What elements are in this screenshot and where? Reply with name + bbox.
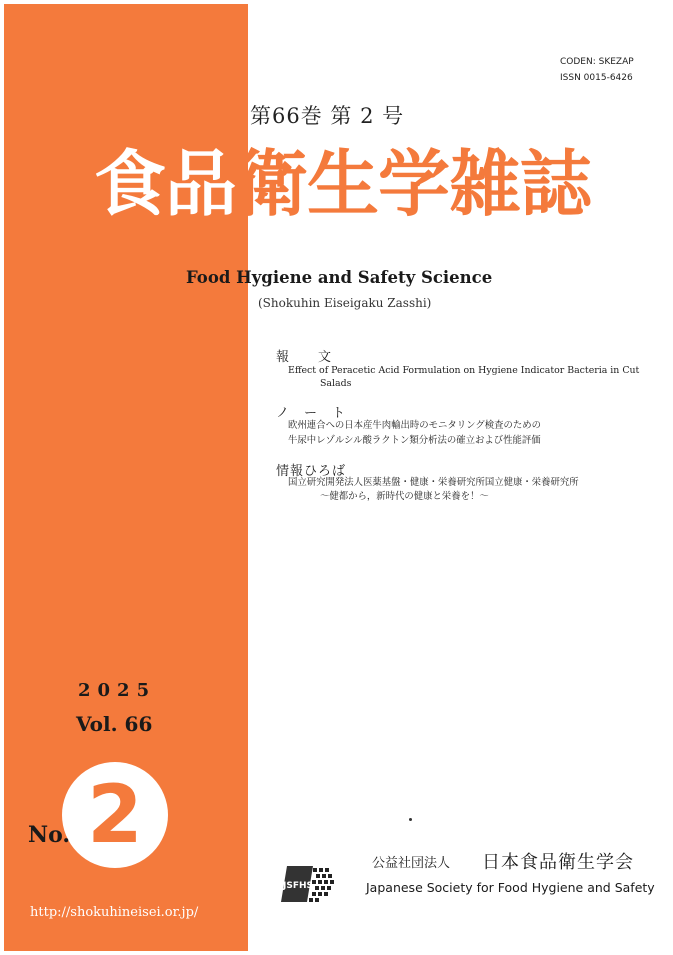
- coden-code: CODEN: SKEZAP: [560, 57, 634, 67]
- issue-number-circle: [62, 762, 168, 868]
- note-title-line: 欧州連合への日本産牛肉輸出時のモニタリング検査のための: [288, 420, 541, 431]
- note-title-line: 牛尿中レゾルシル酸ラクトン類分析法の確立および性能評価: [288, 435, 541, 446]
- journal-title-jp-part1: 食品: [94, 142, 237, 226]
- info-title-line: 国立研究開発法人医薬基盤・健康・栄養研究所国立健康・栄養研究所: [288, 477, 579, 488]
- volume-issue-jp: 第66巻 第 2 号: [250, 104, 405, 128]
- issue-volume: Vol. 66: [76, 712, 153, 736]
- journal-title-en: Food Hygiene and Safety Science: [186, 268, 493, 287]
- publisher-prefix-jp: 公益社団法人: [372, 856, 451, 871]
- publisher-name-jp: 日本食品衛生学会: [482, 852, 634, 873]
- website-url[interactable]: http://shokuhineisei.or.jp/: [30, 905, 199, 920]
- section-heading-note: ノ ー ト: [276, 406, 347, 421]
- journal-codes: [560, 54, 634, 86]
- section-heading-info-plaza: 情報ひろば: [276, 464, 347, 479]
- jsfhs-logo-icon: [279, 854, 339, 914]
- journal-title-jp: [94, 140, 591, 228]
- article-title-line: Salads: [320, 378, 352, 389]
- issue-year: 2025: [78, 680, 157, 701]
- article-title-line: Effect of Peracetic Acid Formulation on Hygiene Indicator Bacteria in Cut: [288, 365, 640, 376]
- issn-code: ISSN 0015-6426: [560, 73, 633, 83]
- issue-number: 2: [87, 768, 143, 861]
- journal-title-romaji: (Shokuhin Eiseigaku Zasshi): [258, 296, 432, 310]
- section-heading-original-article: 報 文: [276, 350, 333, 365]
- issue-number-label: No.: [28, 822, 71, 848]
- decorative-dot: [409, 818, 412, 821]
- info-title-line: 〜健都から，新時代の健康と栄養を！〜: [320, 491, 489, 502]
- journal-title-jp-part2: 衛生学雑誌: [236, 142, 592, 226]
- logo-text: JSFHS: [283, 881, 313, 891]
- publisher-name-en: Japanese Society for Food Hygiene and Safety: [366, 880, 655, 895]
